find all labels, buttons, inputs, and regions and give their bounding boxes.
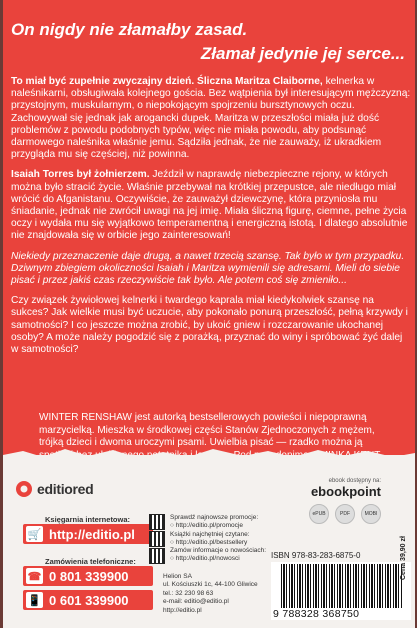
- publisher-line: http://editio.pl: [163, 606, 202, 614]
- isbn: ISBN 978-83-283-6875-0: [271, 551, 361, 560]
- publisher-line: ul. Kościuszki 1c, 44-100 Gliwice: [163, 581, 258, 589]
- qr-code-icon: [149, 514, 165, 530]
- promo-link[interactable]: ○ http://editio.pl/bestsellery: [170, 538, 248, 546]
- blurb-paragraph-1: [11, 76, 411, 161]
- shop-url[interactable]: [23, 524, 153, 544]
- publisher-line: tel.: 32 230 98 63: [163, 589, 214, 597]
- publisher-line: Helion SA: [163, 573, 192, 580]
- ebook-caption: ebook dostępny na:: [328, 478, 381, 484]
- blurb-paragraph-2: [11, 169, 411, 242]
- shop-url-text: http://editio.pl: [49, 526, 135, 542]
- torn-edge: [3, 441, 415, 469]
- blurb-lead-1: To miał być zupełnie zwyczajny dzień. Śliczna Maritza Claiborne,: [11, 76, 323, 87]
- qr-code-icon: [149, 531, 165, 547]
- promo-links: [170, 514, 266, 564]
- promo-line: Sprawdź najnowsze promocje:: [170, 514, 259, 521]
- blurb-lead-2: Isaiah Torres był żołnierzem.: [11, 169, 150, 181]
- promo-line: Książki najchętniej czytane:: [170, 530, 250, 538]
- promo-link[interactable]: ○ http://editio.pl/nowosci: [170, 555, 240, 563]
- mobi-icon: MOBI: [361, 504, 381, 524]
- mobile-icon: 📱: [26, 592, 43, 608]
- shop-label: Księgarnia internetowa:: [45, 515, 131, 524]
- price: Cena 39,90 zł: [400, 536, 407, 580]
- promo-link[interactable]: ○ http://editio.pl/promocje: [170, 522, 243, 530]
- phone-2[interactable]: [23, 590, 153, 610]
- shop-box: [23, 515, 153, 544]
- promo-line: Zamów informacje o nowościach:: [170, 547, 267, 555]
- cart-icon: 🛒: [26, 526, 43, 542]
- blurb-quote: Niekiedy przeznaczenie daje drugą, a nawet trzecią szansę. Tak było w tym przypadku. Dziwnym zbiegiem okoliczności Isaiah i Maritza wymienili się adresami. Mieli do siebie pisać i przez jakiś czas rzeczywiście tak było. Ale potem coś się zmieniło...: [11, 250, 405, 287]
- barcode-bars: [281, 564, 403, 608]
- phone-1[interactable]: [23, 566, 153, 586]
- blurb-question: Czy związek żywiołowej kelnerki i twardego kaprala miał kiedykolwiek szansę na sukces? Jak wielkie musi być uczucie, aby pokonało ponurą przeszłość, pełną krzywdy i samotności? I co jeszcze można zrobić, by ukoić gniew i rozczarowanie ukochanej osoby? A może należy pogodzić się z porażką, przyznać do winy i spróbować żyć dalej w samotności?: [11, 295, 408, 356]
- publisher-address: [163, 573, 258, 615]
- ebook-formats: [309, 504, 381, 524]
- phone-icon: ☎: [26, 568, 43, 584]
- tagline-1: On nigdy nie złamałby zasad.: [11, 20, 248, 39]
- qr-code-icon: [149, 548, 165, 564]
- epub-icon: ePUB: [309, 504, 329, 524]
- editiored-logo-icon: [15, 480, 33, 498]
- logo-text: editiored: [37, 481, 94, 497]
- ebookpoint-logo: ebookpoint: [310, 484, 381, 499]
- barcode: [271, 562, 411, 620]
- book-back-cover: [3, 0, 415, 628]
- publisher-line: e-mail: editio@editio.pl: [163, 598, 229, 606]
- phone-label: Zamówienia telefoniczne:: [45, 557, 136, 566]
- ebook-info: [311, 478, 381, 499]
- phone-box: [23, 557, 153, 610]
- phone-2-text: 0 601 339900: [49, 592, 129, 608]
- blurb: [11, 76, 411, 364]
- phone-1-text: 0 801 339900: [49, 568, 129, 584]
- author-bio: WINTER RENSHAW jest autorką bestsellerowych powieści i niepoprawną marzycielką. Mieszka w środkowej części Stanów Zjednoczonych z mężem, trójką dzieci i dwoma uroczymi psami. Uwielbia pisać — rzadko można ją: [39, 412, 375, 448]
- publisher-logo: [15, 480, 93, 498]
- tagline-2: Złamał jedynie jej serce...: [200, 44, 405, 63]
- barcode-number: 9 788328 368750: [273, 608, 360, 620]
- blurb-text-1: kelnerka w naleśnikarni, obsługiwała kolejnego gościa. Bez wątpienia był interesującym mężczyzną: przystojnym, muskularnym, o niepokojącym spojrzeniu bursztynowych oczu. Zachowywał się jednak jak arogancki dupek. Maritza w przeszłości miała już dość problemów z powodu podobnych typów, więc nie miała powodu, aby podsunąć darmowego naleśnika właśnie jemu. Sądziła jednak, że nie zauważy, iż ukradkiem przygląda mu się częściej, niż powinna.: [11, 76, 411, 161]
- pdf-icon: PDF: [335, 504, 355, 524]
- blurb-text-2: Jeździł w naprawdę niebezpieczne rejony, w których można było stracić życie. Właśnie przebywał na krótkiej przepustce, ale niedługo miał wrócić do Afganistanu. Oczywiście, że zauważył dziewczynę, która przyniosła mu śniadanie, jednak nie zwrócił uwagi na jej imię. Miała śliczną figurę, ciemne, pełne życia oczy i wydała mu się wyjątkowo temperamentną i energiczną istotą. I dlatego absolutnie nie znajdowała się w orbicie jego zainteresowań!: [11, 169, 408, 242]
